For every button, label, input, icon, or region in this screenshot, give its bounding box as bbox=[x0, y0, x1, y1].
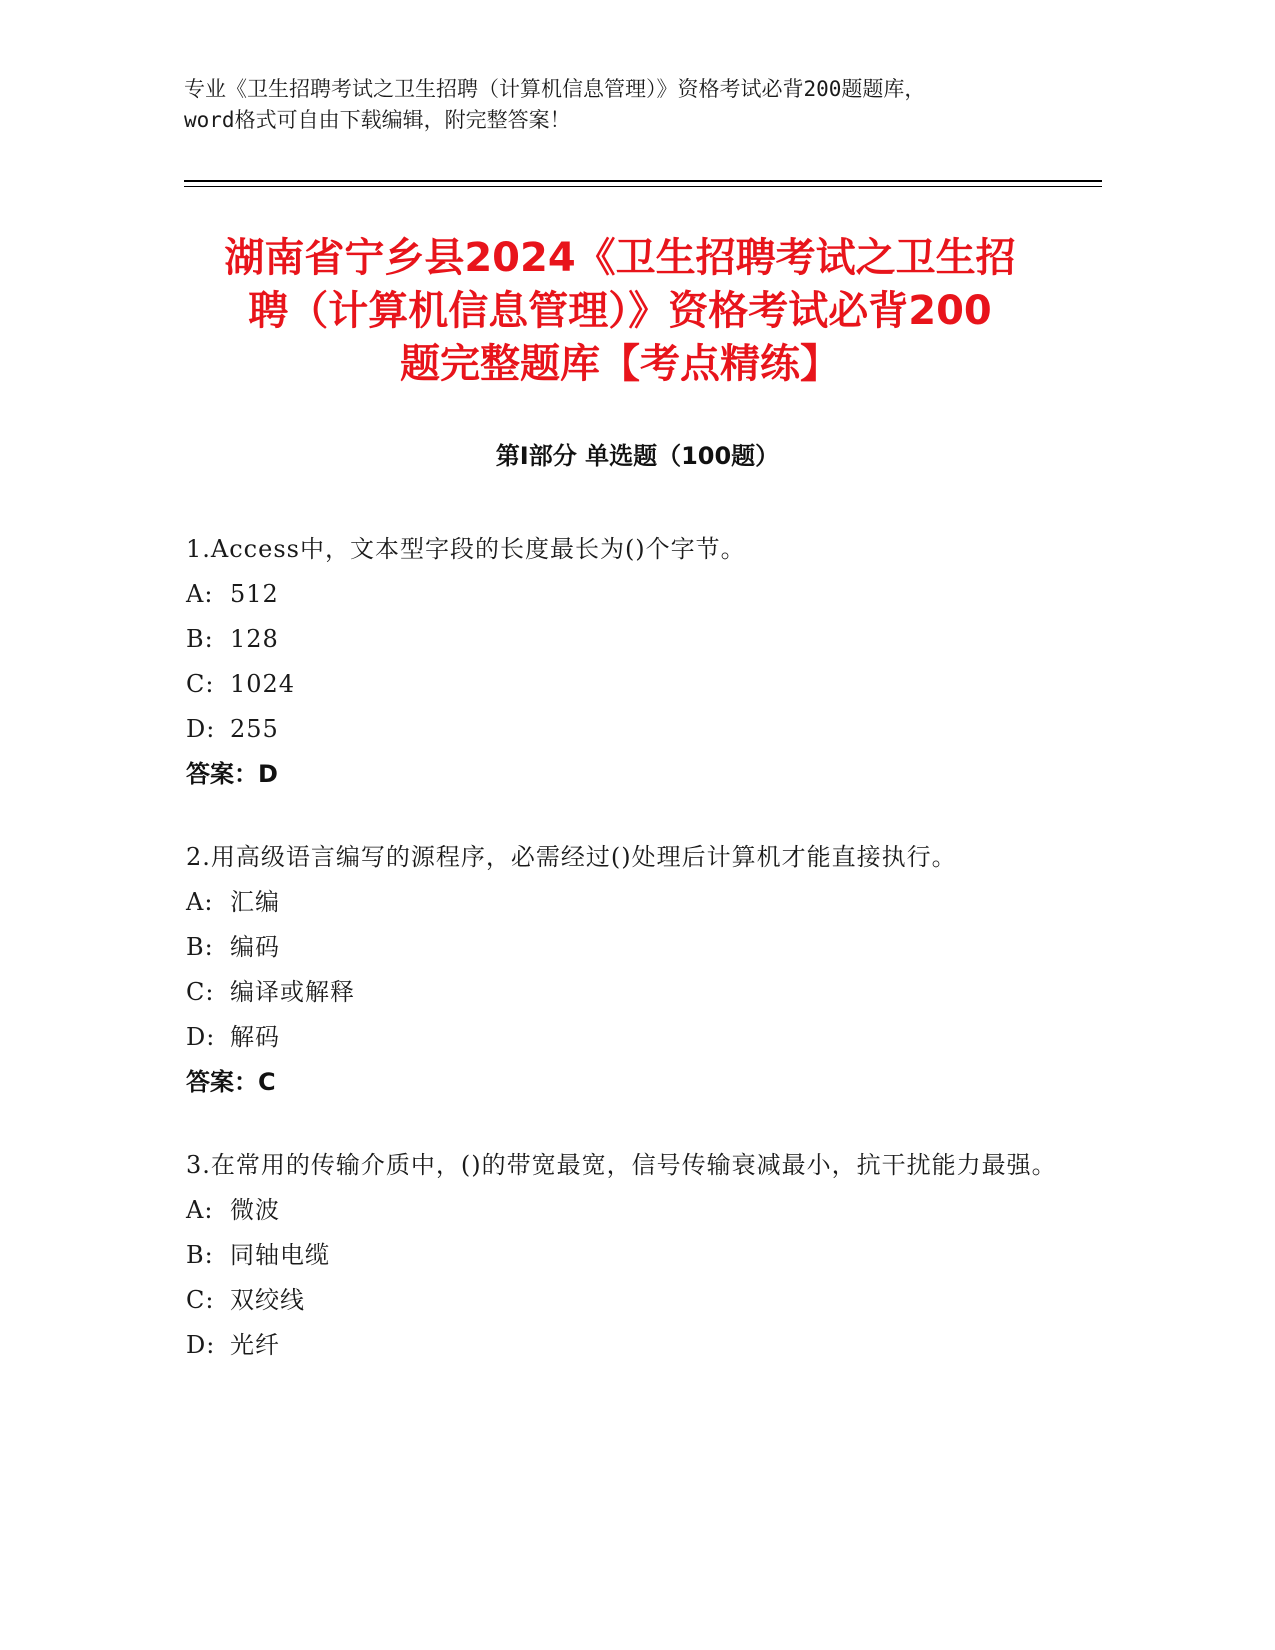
question-3 bbox=[186, 1143, 1066, 1368]
option-text: 128 bbox=[230, 625, 279, 653]
document-title bbox=[160, 232, 1080, 391]
section-title: 第Ⅰ部分 单选题（100题） bbox=[495, 442, 780, 470]
option-c bbox=[186, 970, 1066, 1015]
option-b bbox=[186, 617, 1066, 662]
question-list bbox=[186, 527, 1066, 1406]
question-stem: 3.在常用的传输介质中，()的带宽最宽，信号传输衰减最小，抗干扰能力最强。 bbox=[186, 1151, 1057, 1179]
document-title-line-2: 聘（计算机信息管理）》资格考试必背200 bbox=[248, 288, 992, 334]
option-text: 512 bbox=[230, 580, 279, 608]
question-stem: 1.Access中，文本型字段的长度最长为()个字节。 bbox=[186, 535, 746, 563]
option-key: A: bbox=[186, 580, 214, 608]
option-d bbox=[186, 1323, 1066, 1368]
option-key: B: bbox=[186, 933, 214, 961]
option-key: C: bbox=[186, 1286, 215, 1314]
option-c bbox=[186, 1278, 1066, 1323]
option-d bbox=[186, 1015, 1066, 1060]
option-key: C: bbox=[186, 978, 215, 1006]
header-note-line-2: word格式可自由下载编辑，附完整答案！ bbox=[184, 108, 571, 132]
option-text: 微波 bbox=[230, 1196, 280, 1224]
option-key: D: bbox=[186, 715, 216, 743]
answer: 答案：D bbox=[186, 760, 278, 788]
option-text: 编译或解释 bbox=[230, 978, 355, 1006]
option-key: C: bbox=[186, 670, 215, 698]
option-text: 双绞线 bbox=[230, 1286, 305, 1314]
document-title-line-1: 湖南省宁乡县2024《卫生招聘考试之卫生招 bbox=[224, 235, 1016, 281]
option-a bbox=[186, 572, 1066, 617]
option-a bbox=[186, 880, 1066, 925]
option-key: A: bbox=[186, 1196, 214, 1224]
header-note bbox=[184, 74, 1104, 136]
option-a bbox=[186, 1188, 1066, 1233]
option-key: B: bbox=[186, 625, 214, 653]
option-text: 同轴电缆 bbox=[230, 1241, 330, 1269]
option-text: 解码 bbox=[230, 1023, 280, 1051]
option-d bbox=[186, 707, 1066, 752]
option-key: B: bbox=[186, 1241, 214, 1269]
question-stem: 2.用高级语言编写的源程序，必需经过()处理后计算机才能直接执行。 bbox=[186, 843, 957, 871]
document-title-line-3: 题完整题库【考点精练】 bbox=[400, 341, 840, 387]
option-b bbox=[186, 1233, 1066, 1278]
option-b bbox=[186, 925, 1066, 970]
option-text: 光纤 bbox=[230, 1331, 280, 1359]
header-divider-thick bbox=[184, 180, 1102, 182]
option-key: D: bbox=[186, 1023, 216, 1051]
header-note-line-1: 专业《卫生招聘考试之卫生招聘（计算机信息管理）》资格考试必背200题题库， bbox=[184, 77, 926, 101]
option-text: 1024 bbox=[230, 670, 296, 698]
question-2 bbox=[186, 835, 1066, 1105]
header-divider-thin bbox=[184, 186, 1102, 187]
option-key: A: bbox=[186, 888, 214, 916]
option-c bbox=[186, 662, 1066, 707]
option-key: D: bbox=[186, 1331, 216, 1359]
answer: 答案：C bbox=[186, 1068, 276, 1096]
option-text: 汇编 bbox=[230, 888, 280, 916]
option-text: 编码 bbox=[230, 933, 280, 961]
option-text: 255 bbox=[230, 715, 279, 743]
question-1 bbox=[186, 527, 1066, 797]
